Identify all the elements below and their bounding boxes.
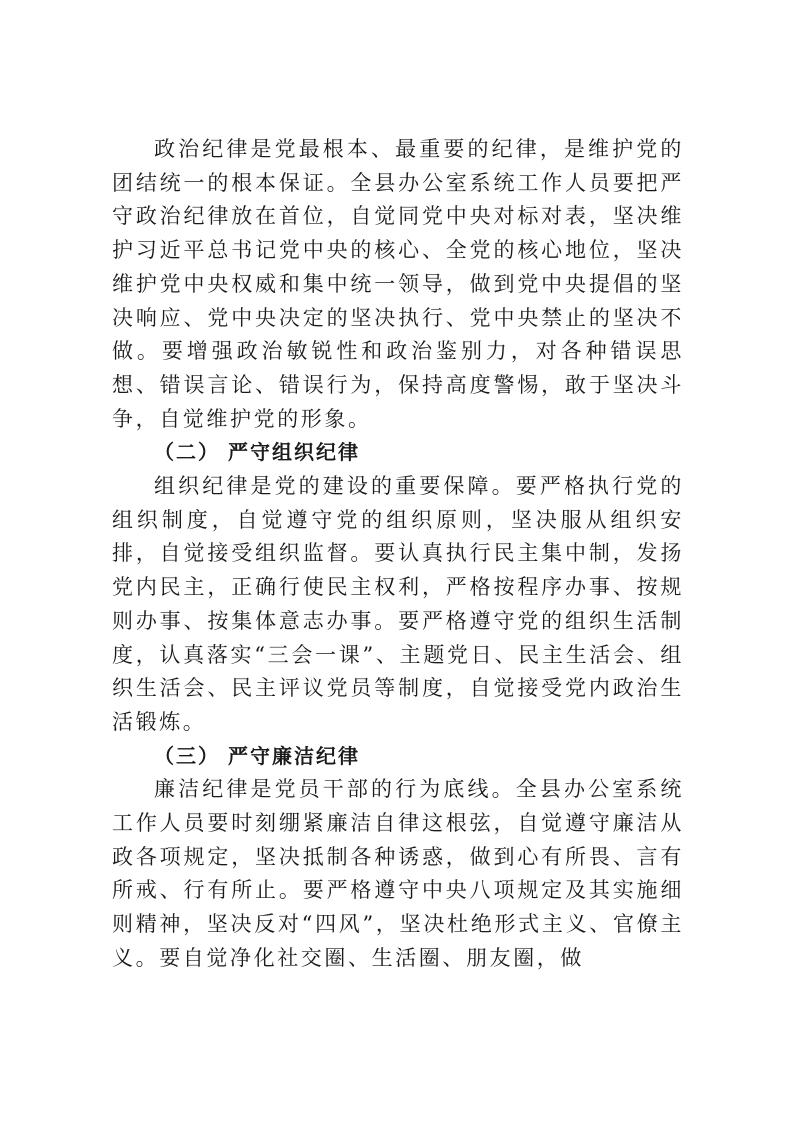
section-number: （二） <box>154 440 220 465</box>
paragraph-organizational-discipline: 组织纪律是党的建设的重要保障。要严格执行党的组织制度，自觉遵守党的组织原则，坚决服从组织安排，自觉接受组织监督。要认真执行民主集中制，发扬党内民主，正确行使民主权利，严格按程序办事、按规则办事、按集体意志办事。要严格遵守党的组织生活制度，认真落实“三会一课”、主题党日、民主生活会、组织生活会、民主评议党员等制度，自觉接受党内政治生活锻炼。 <box>112 474 684 734</box>
section-heading-organizational-discipline <box>112 436 684 470</box>
document-body <box>112 133 684 976</box>
section-heading-integrity-discipline <box>112 740 684 774</box>
paragraph-integrity-discipline: 廉洁纪律是党员干部的行为底线。全县办公室系统工作人员要时刻绷紧廉洁自律这根弦，自觉遵守廉洁从政各项规定，坚决抵制各种诱惑，做到心有所畏、言有所戒、行有所止。要严格遵守中央八项规定及其实施细则精神，坚决反对“四风”，坚决杜绝形式主义、官僚主义。要自觉净化社交圈、生活圈、朋友圈，做 <box>112 777 684 970</box>
section-number: （三） <box>154 743 220 768</box>
paragraph-political-discipline: 政治纪律是党最根本、最重要的纪律，是维护党的团结统一的根本保证。全县办公室系统工作人员要把严守政治纪律放在首位，自觉同党中央对标对表，坚决维护习近平总书记党中央的核心、全党的核心地位，坚决维护党中央权威和集中统一领导，做到党中央提倡的坚决响应、党中央决定的坚决执行、党中央禁止的坚决不做。要增强政治敏锐性和政治鉴别力，对各种错误思想、错误言论、错误行为，保持高度警惕，敢于坚决斗争，自觉维护党的形象。 <box>112 137 684 431</box>
section-title: 严守组织纪律 <box>228 440 360 465</box>
section-title: 严守廉洁纪律 <box>228 743 360 768</box>
